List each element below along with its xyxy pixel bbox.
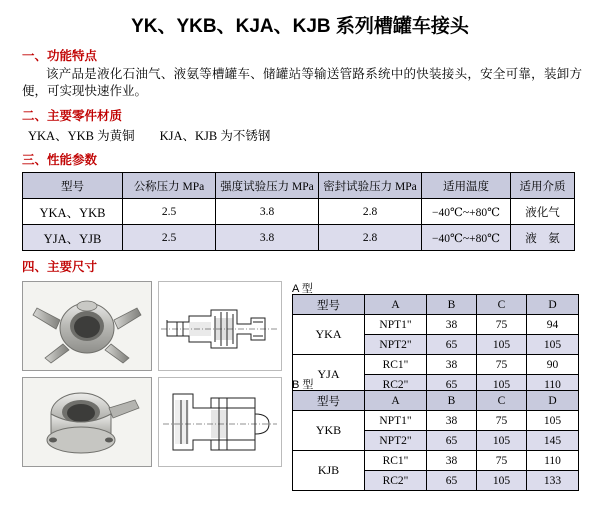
spec-cell: −40℃~+80℃ (422, 225, 511, 251)
dim-header-cell: A (365, 391, 427, 411)
dim-cell: 110 (527, 375, 579, 395)
dim-table-b (292, 390, 579, 491)
dim-cell: 38 (427, 315, 477, 335)
spec-cell: 3.8 (216, 225, 319, 251)
dim-header-cell: C (477, 391, 527, 411)
dim-table-caption-a: A 型 (292, 283, 313, 295)
dim-cell: 65 (427, 431, 477, 451)
table-row (293, 315, 579, 335)
dim-header-cell: C (477, 295, 527, 315)
photo-coupling-a (22, 281, 152, 371)
spec-cell-model: YKA、YKB (23, 199, 123, 225)
dimensions-area (0, 281, 600, 487)
dim-cell: 75 (477, 411, 527, 431)
spec-header-cell: 强度试验压力 MPa (216, 173, 319, 199)
spec-header-cell: 型号 (23, 173, 123, 199)
dim-cell: 75 (477, 315, 527, 335)
dim-cell-model: KJB (293, 451, 365, 491)
table-row (293, 411, 579, 431)
dim-header-cell: 型号 (293, 391, 365, 411)
dim-table-caption-b: B 型 (292, 379, 314, 391)
dim-cell: RC1" (365, 355, 427, 375)
spec-cell: 2.5 (123, 225, 216, 251)
spec-table (22, 172, 575, 251)
dim-cell: RC2" (365, 471, 427, 491)
spec-cell-model: YJA、YJB (23, 225, 123, 251)
spec-header-cell: 公称压力 MPa (123, 173, 216, 199)
dim-table-a (292, 294, 579, 395)
section-heading-materials: 二、主要零件材质 (22, 109, 123, 123)
dim-table-header-row (293, 391, 579, 411)
dim-cell: 110 (527, 451, 579, 471)
dim-cell: 90 (527, 355, 579, 375)
spec-cell: 液化气 (511, 199, 575, 225)
dim-header-cell: B (427, 295, 477, 315)
dim-cell-model: YKB (293, 411, 365, 451)
dim-cell: 94 (527, 315, 579, 335)
dim-cell: 105 (477, 471, 527, 491)
spec-header-cell: 适用介质 (511, 173, 575, 199)
spec-cell: 2.5 (123, 199, 216, 225)
dim-header-cell: B (427, 391, 477, 411)
dim-cell: 145 (527, 431, 579, 451)
photo-coupling-b (22, 377, 152, 467)
dim-cell: NPT1" (365, 315, 427, 335)
section-heading-features: 一、功能特点 (22, 49, 98, 63)
dim-cell-model: YKA (293, 315, 365, 355)
spec-cell: −40℃~+80℃ (422, 199, 511, 225)
materials-line: YKA、YKB 为黄铜 KJA、KJB 为不锈钢 (28, 129, 271, 143)
dim-cell: 38 (427, 411, 477, 431)
drawing-coupling-a (158, 281, 282, 371)
dim-cell: 75 (477, 355, 527, 375)
dim-cell: 38 (427, 451, 477, 471)
drawing-coupling-b (158, 377, 282, 467)
dim-cell: 105 (477, 431, 527, 451)
section-heading-dimensions: 四、主要尺寸 (22, 260, 98, 274)
dim-cell: 105 (527, 335, 579, 355)
spec-cell: 2.8 (319, 199, 422, 225)
dim-cell-model: YJA (293, 355, 365, 395)
spec-cell: 2.8 (319, 225, 422, 251)
dim-cell: 133 (527, 471, 579, 491)
dim-cell: RC2" (365, 375, 427, 395)
table-row (23, 225, 575, 251)
dim-cell: NPT2" (365, 431, 427, 451)
table-row (293, 355, 579, 375)
dim-header-cell: D (527, 391, 579, 411)
spec-cell: 3.8 (216, 199, 319, 225)
dim-cell: 65 (427, 471, 477, 491)
dim-cell: 38 (427, 355, 477, 375)
spec-cell: 液 氨 (511, 225, 575, 251)
dim-cell: 105 (477, 375, 527, 395)
dim-table-header-row (293, 295, 579, 315)
dim-cell: 75 (477, 451, 527, 471)
dim-cell: RC1" (365, 451, 427, 471)
spec-table-header-row (23, 173, 575, 199)
dim-cell: 105 (477, 335, 527, 355)
dim-cell: NPT1" (365, 411, 427, 431)
page-title: YK、YKB、KJA、KJB 系列槽罐车接头 (131, 16, 469, 37)
spec-header-cell: 适用温度 (422, 173, 511, 199)
section-heading-performance: 三、性能参数 (22, 153, 98, 167)
spec-header-cell: 密封试验压力 MPa (319, 173, 422, 199)
dim-cell: 105 (527, 411, 579, 431)
dim-header-cell: A (365, 295, 427, 315)
dim-header-cell: 型号 (293, 295, 365, 315)
dim-cell: 65 (427, 375, 477, 395)
table-row (23, 199, 575, 225)
table-row (293, 451, 579, 471)
dim-cell: NPT2" (365, 335, 427, 355)
dim-header-cell: D (527, 295, 579, 315)
dim-cell: 65 (427, 335, 477, 355)
features-body: 该产品是液化石油气、液氨等槽罐车、储罐站等输送管路系统中的快装接头，安全可靠，装卸方便，可实现快速作业。 (22, 67, 582, 98)
